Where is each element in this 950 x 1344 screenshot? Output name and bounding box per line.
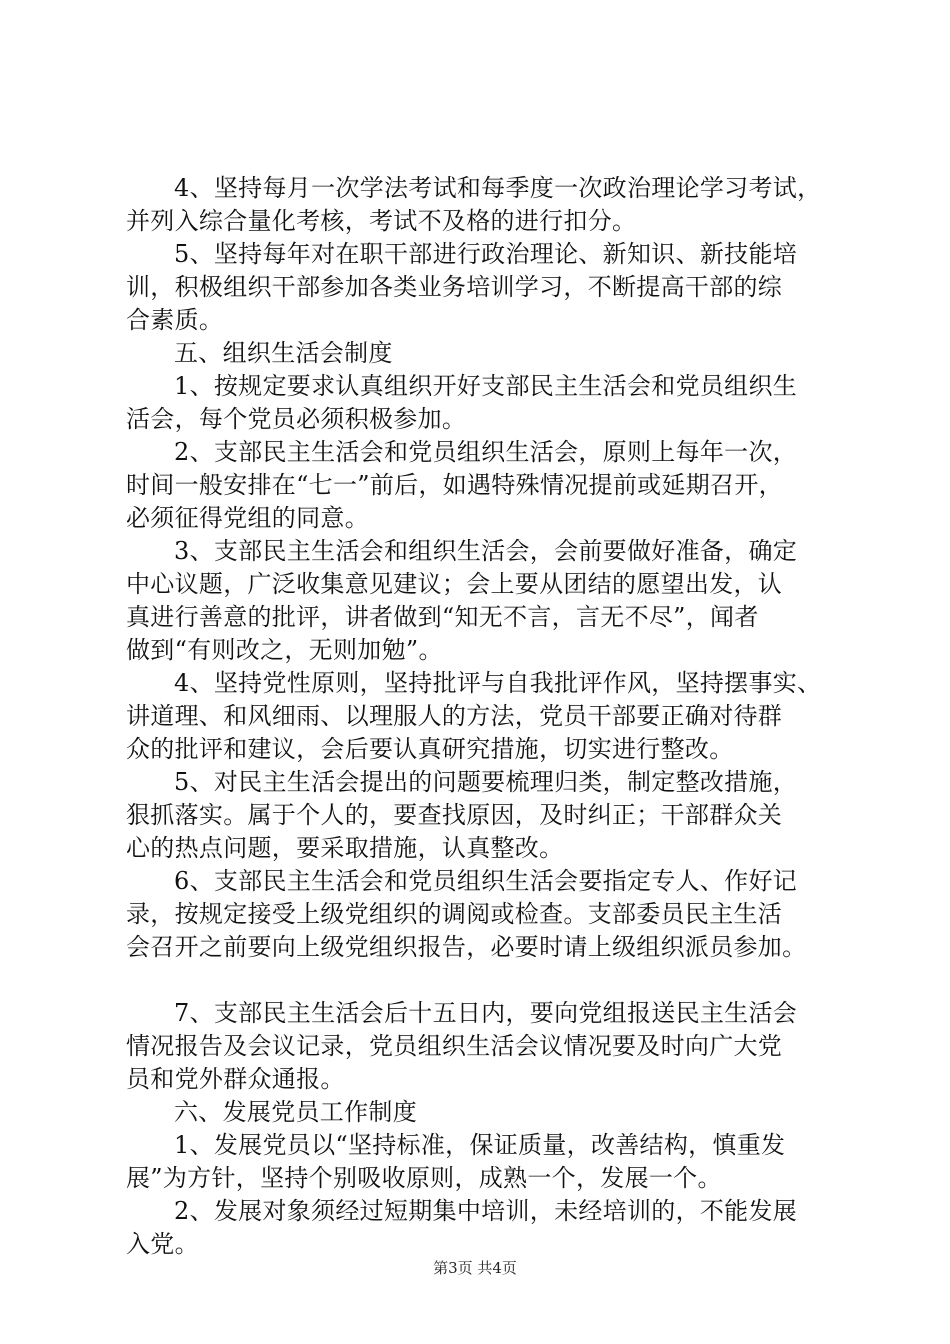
text-line: 并列入综合量化考核，考试不及格的进行扣分。 xyxy=(126,207,637,235)
text-line: 必须征得党组的同意。 xyxy=(126,504,369,532)
text-line: 1、发展党员以“坚持标准，保证质量，改善结构，慎重发 xyxy=(174,1131,786,1159)
text-line: 会召开之前要向上级党组织报告，必要时请上级组织派员参加。 xyxy=(126,933,807,961)
text-line: 心的热点问题，要采取措施，认真整改。 xyxy=(126,834,564,862)
text-line: 时间一般安排在“七一”前后，如遇特殊情况提前或延期召开， xyxy=(126,471,783,499)
text-line: 7、支部民主生活会后十五日内，要向党组报送民主生活会 xyxy=(174,999,798,1027)
text-line: 训，积极组织干部参加各类业务培训学习，不断提高干部的综 xyxy=(126,273,783,301)
text-line: 真进行善意的批评，讲者做到“知无不言，言无不尽”，闻者 xyxy=(126,603,759,631)
text-line: 录，按规定接受上级党组织的调阅或检查。支部委员民主生活 xyxy=(126,900,783,928)
text-line: 展”为方针，坚持个别吸收原则，成熟一个，发展一个。 xyxy=(126,1164,722,1192)
text-line: 4、坚持每月一次学法考试和每季度一次政治理论学习考试， xyxy=(174,174,822,202)
text-line: 众的批评和建议，会后要认真研究措施，切实进行整改。 xyxy=(126,735,734,763)
text-line: 五、组织生活会制度 xyxy=(174,339,393,367)
page-footer: 第3页 共4页 xyxy=(433,1259,517,1277)
text-line: 讲道理、和风细雨、以理服人的方法，党员干部要正确对待群 xyxy=(126,702,783,730)
text-line: 合素质。 xyxy=(126,306,224,334)
text-line: 2、支部民主生活会和党员组织生活会，原则上每年一次， xyxy=(174,438,798,466)
text-line: 3、支部民主生活会和组织生活会，会前要做好准备，确定 xyxy=(174,537,798,565)
text-line: 六、发展党员工作制度 xyxy=(174,1098,417,1126)
text-line: 入党。 xyxy=(126,1230,199,1258)
text-line: 1、按规定要求认真组织开好支部民主生活会和党员组织生 xyxy=(174,372,798,400)
text-line: 员和党外群众通报。 xyxy=(126,1065,345,1093)
document-body xyxy=(126,172,838,1261)
paragraph-gap xyxy=(126,964,838,997)
text-line: 狠抓落实。属于个人的，要查找原因，及时纠正；干部群众关 xyxy=(126,801,783,829)
text-line: 6、支部民主生活会和党员组织生活会要指定专人、作好记 xyxy=(174,867,798,895)
text-line: 5、坚持每年对在职干部进行政治理论、新知识、新技能培 xyxy=(174,240,798,268)
text-line: 5、对民主生活会提出的问题要梳理归类，制定整改措施， xyxy=(174,768,798,796)
text-line: 活会，每个党员必须积极参加。 xyxy=(126,405,467,433)
text-line: 情况报告及会议记录，党员组织生活会议情况要及时向广大党 xyxy=(126,1032,783,1060)
text-line: 2、发展对象须经过短期集中培训，未经培训的，不能发展 xyxy=(174,1197,798,1225)
text-line: 中心议题，广泛收集意见建议；会上要从团结的愿望出发，认 xyxy=(126,570,783,598)
text-line: 4、坚持党性原则，坚持批评与自我批评作风，坚持摆事实、 xyxy=(174,669,822,697)
text-line: 做到“有则改之，无则加勉”。 xyxy=(126,636,443,664)
